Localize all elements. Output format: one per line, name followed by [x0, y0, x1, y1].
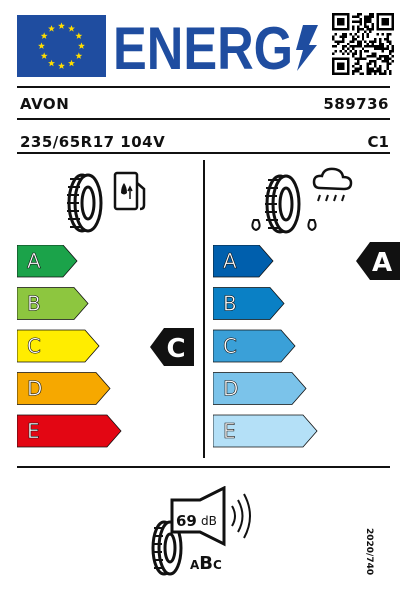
- fuel-efficiency-icon: [60, 165, 155, 237]
- tyre-class: C1: [367, 133, 389, 151]
- wet-grip-bar-label-c: C: [223, 334, 237, 358]
- column-divider: [203, 160, 205, 458]
- fuel-bar-a: [17, 245, 77, 277]
- noise-class-a: A: [190, 558, 200, 572]
- noise-class-b: B: [199, 553, 214, 574]
- wet-grip-bar-label-a: A: [223, 249, 237, 273]
- noise-class-c: C: [213, 558, 222, 572]
- fuel-bar-label-b: B: [27, 291, 41, 316]
- fuel-bar-label-d: D: [27, 376, 43, 401]
- fuel-bar-label-e: E: [27, 419, 40, 443]
- fuel-pump-icon: [115, 173, 144, 209]
- tyre-size: 235/65R17 104V: [20, 133, 166, 151]
- regulation-number: 2020/740: [364, 528, 374, 576]
- fuel-rating-marker: [150, 328, 194, 366]
- qr-code: [332, 13, 394, 75]
- wet-grip-rating-marker: [356, 242, 400, 280]
- noise-unit: dB: [201, 514, 217, 528]
- eu-stars-icon: [17, 15, 106, 77]
- wet-grip-bar-a: [213, 245, 273, 277]
- noise-value: 69: [176, 512, 197, 530]
- fuel-bar-label-a: A: [27, 249, 41, 273]
- energy-title: [113, 15, 321, 77]
- divider: [17, 466, 390, 468]
- wet-grip-bar-label-e: E: [223, 419, 236, 443]
- lightning-icon: [296, 25, 318, 71]
- wet-grip-rating-letter: A: [371, 248, 393, 278]
- rain-cloud-icon: [314, 169, 351, 201]
- wet-grip-bar-label-b: B: [223, 291, 237, 316]
- sound-waves-icon: [232, 494, 250, 538]
- energy-title-text: ENERG: [113, 15, 293, 77]
- product-code: 589736: [323, 95, 389, 113]
- brand-name: AVON: [20, 95, 70, 113]
- divider: [17, 118, 390, 120]
- wet-grip-icon: [248, 162, 360, 238]
- divider: [17, 86, 390, 88]
- fuel-efficiency-scale: [17, 245, 127, 455]
- fuel-bar-label-c: C: [27, 334, 41, 358]
- qr-code-icon: [332, 13, 394, 75]
- wet-grip-scale: [213, 245, 323, 455]
- divider: [17, 152, 390, 154]
- fuel-rating-letter: C: [166, 334, 186, 364]
- eu-flag: [17, 15, 106, 77]
- tyre-icon: [67, 175, 101, 231]
- wet-grip-bar-label-d: D: [223, 376, 239, 401]
- noise-class: [190, 553, 222, 574]
- tyre-icon: [252, 176, 315, 232]
